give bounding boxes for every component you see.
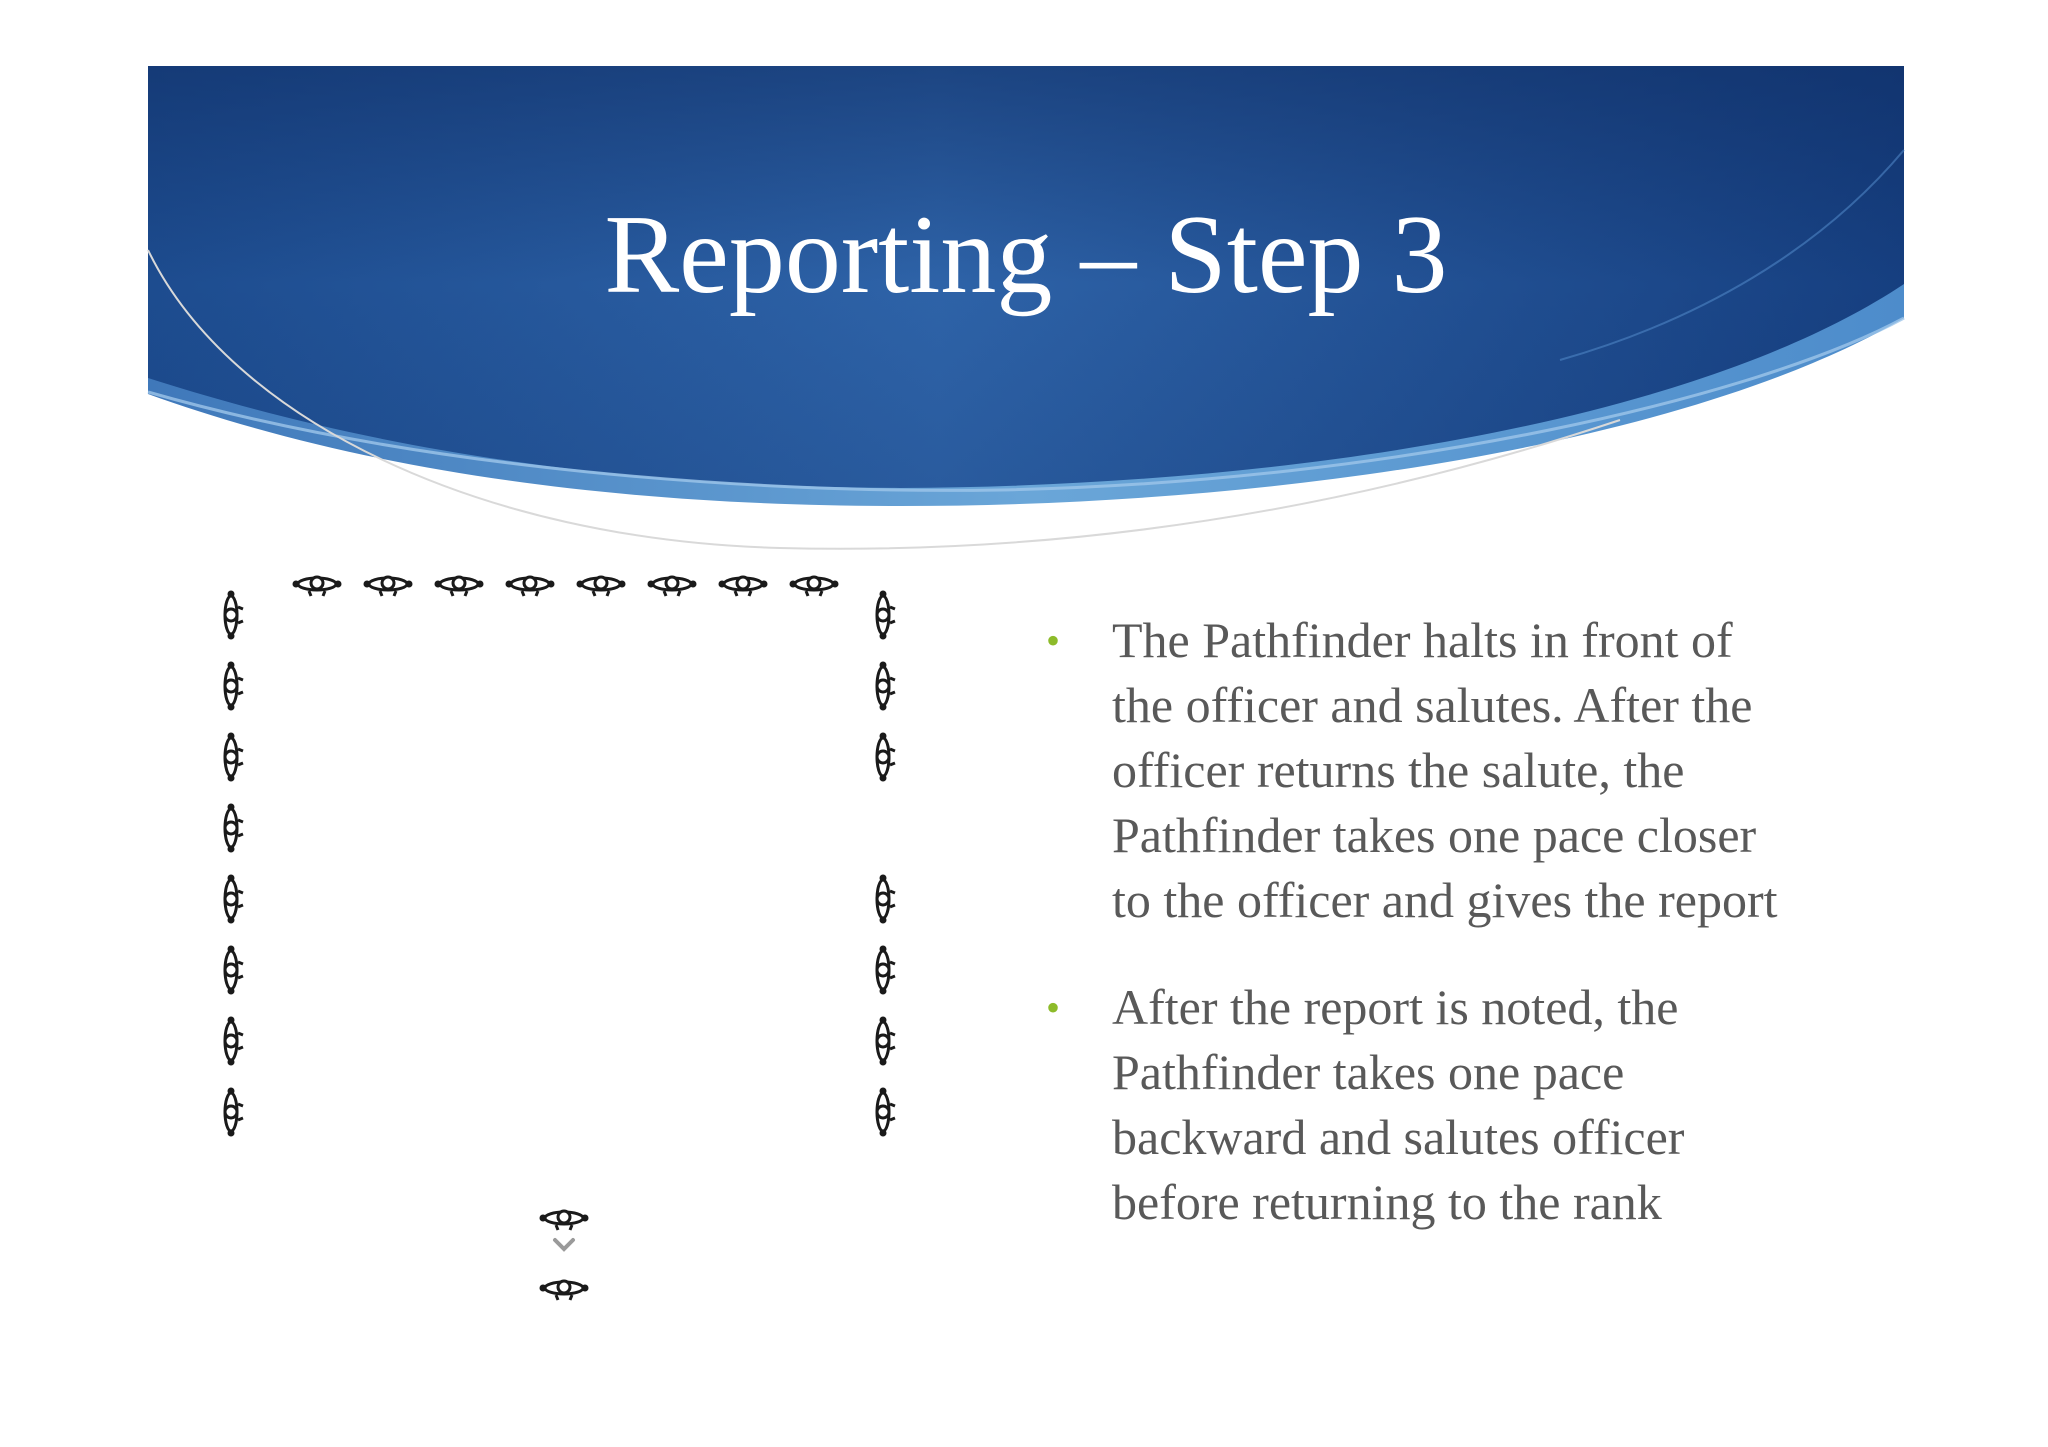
person-top-view-icon: [719, 577, 768, 596]
bullet-list: [1040, 608, 1800, 1277]
person-top-view-icon: [225, 946, 243, 995]
bullet-item: [1040, 608, 1800, 933]
person-top-view-icon: [225, 733, 243, 782]
bullet-icon: •: [1046, 985, 1061, 1030]
person-top-view-icon: [293, 577, 342, 596]
slide-title: Reporting – Step 3: [604, 193, 1448, 317]
person-top-view-icon: [225, 662, 243, 711]
person-top-view-icon: [790, 577, 839, 596]
person-top-view-icon: [877, 875, 895, 924]
person-top-view-icon: [225, 875, 243, 924]
bullet-icon: •: [1046, 618, 1061, 663]
person-top-view-icon: [435, 577, 484, 596]
bullet-item: [1040, 975, 1800, 1235]
person-top-view-icon: [540, 1211, 589, 1230]
person-top-view-icon: [540, 1281, 589, 1300]
person-top-view-icon: [877, 1017, 895, 1066]
person-top-view-icon: [648, 577, 697, 596]
person-top-view-icon: [364, 577, 413, 596]
bullet-text: The Pathfinder halts in front of the officer and salutes. After the officer returns the salute, the Pathfinder takes one pace closer to the officer and gives the report: [1112, 612, 1778, 928]
person-top-view-icon: [225, 1088, 243, 1137]
person-top-view-icon: [225, 591, 243, 640]
person-top-view-icon: [877, 662, 895, 711]
chevron-down-icon: [555, 1240, 573, 1249]
person-top-view-icon: [877, 733, 895, 782]
formation-diagram: [200, 560, 920, 1320]
person-top-view-icon: [506, 577, 555, 596]
person-top-view-icon: [877, 591, 895, 640]
bullet-text: After the report is noted, the Pathfinder takes one pace backward and salutes officer before returning to the rank: [1112, 979, 1685, 1230]
person-top-view-icon: [877, 946, 895, 995]
person-top-view-icon: [577, 577, 626, 596]
person-top-view-icon: [225, 1017, 243, 1066]
person-top-view-icon: [877, 1088, 895, 1137]
person-top-view-icon: [225, 804, 243, 853]
